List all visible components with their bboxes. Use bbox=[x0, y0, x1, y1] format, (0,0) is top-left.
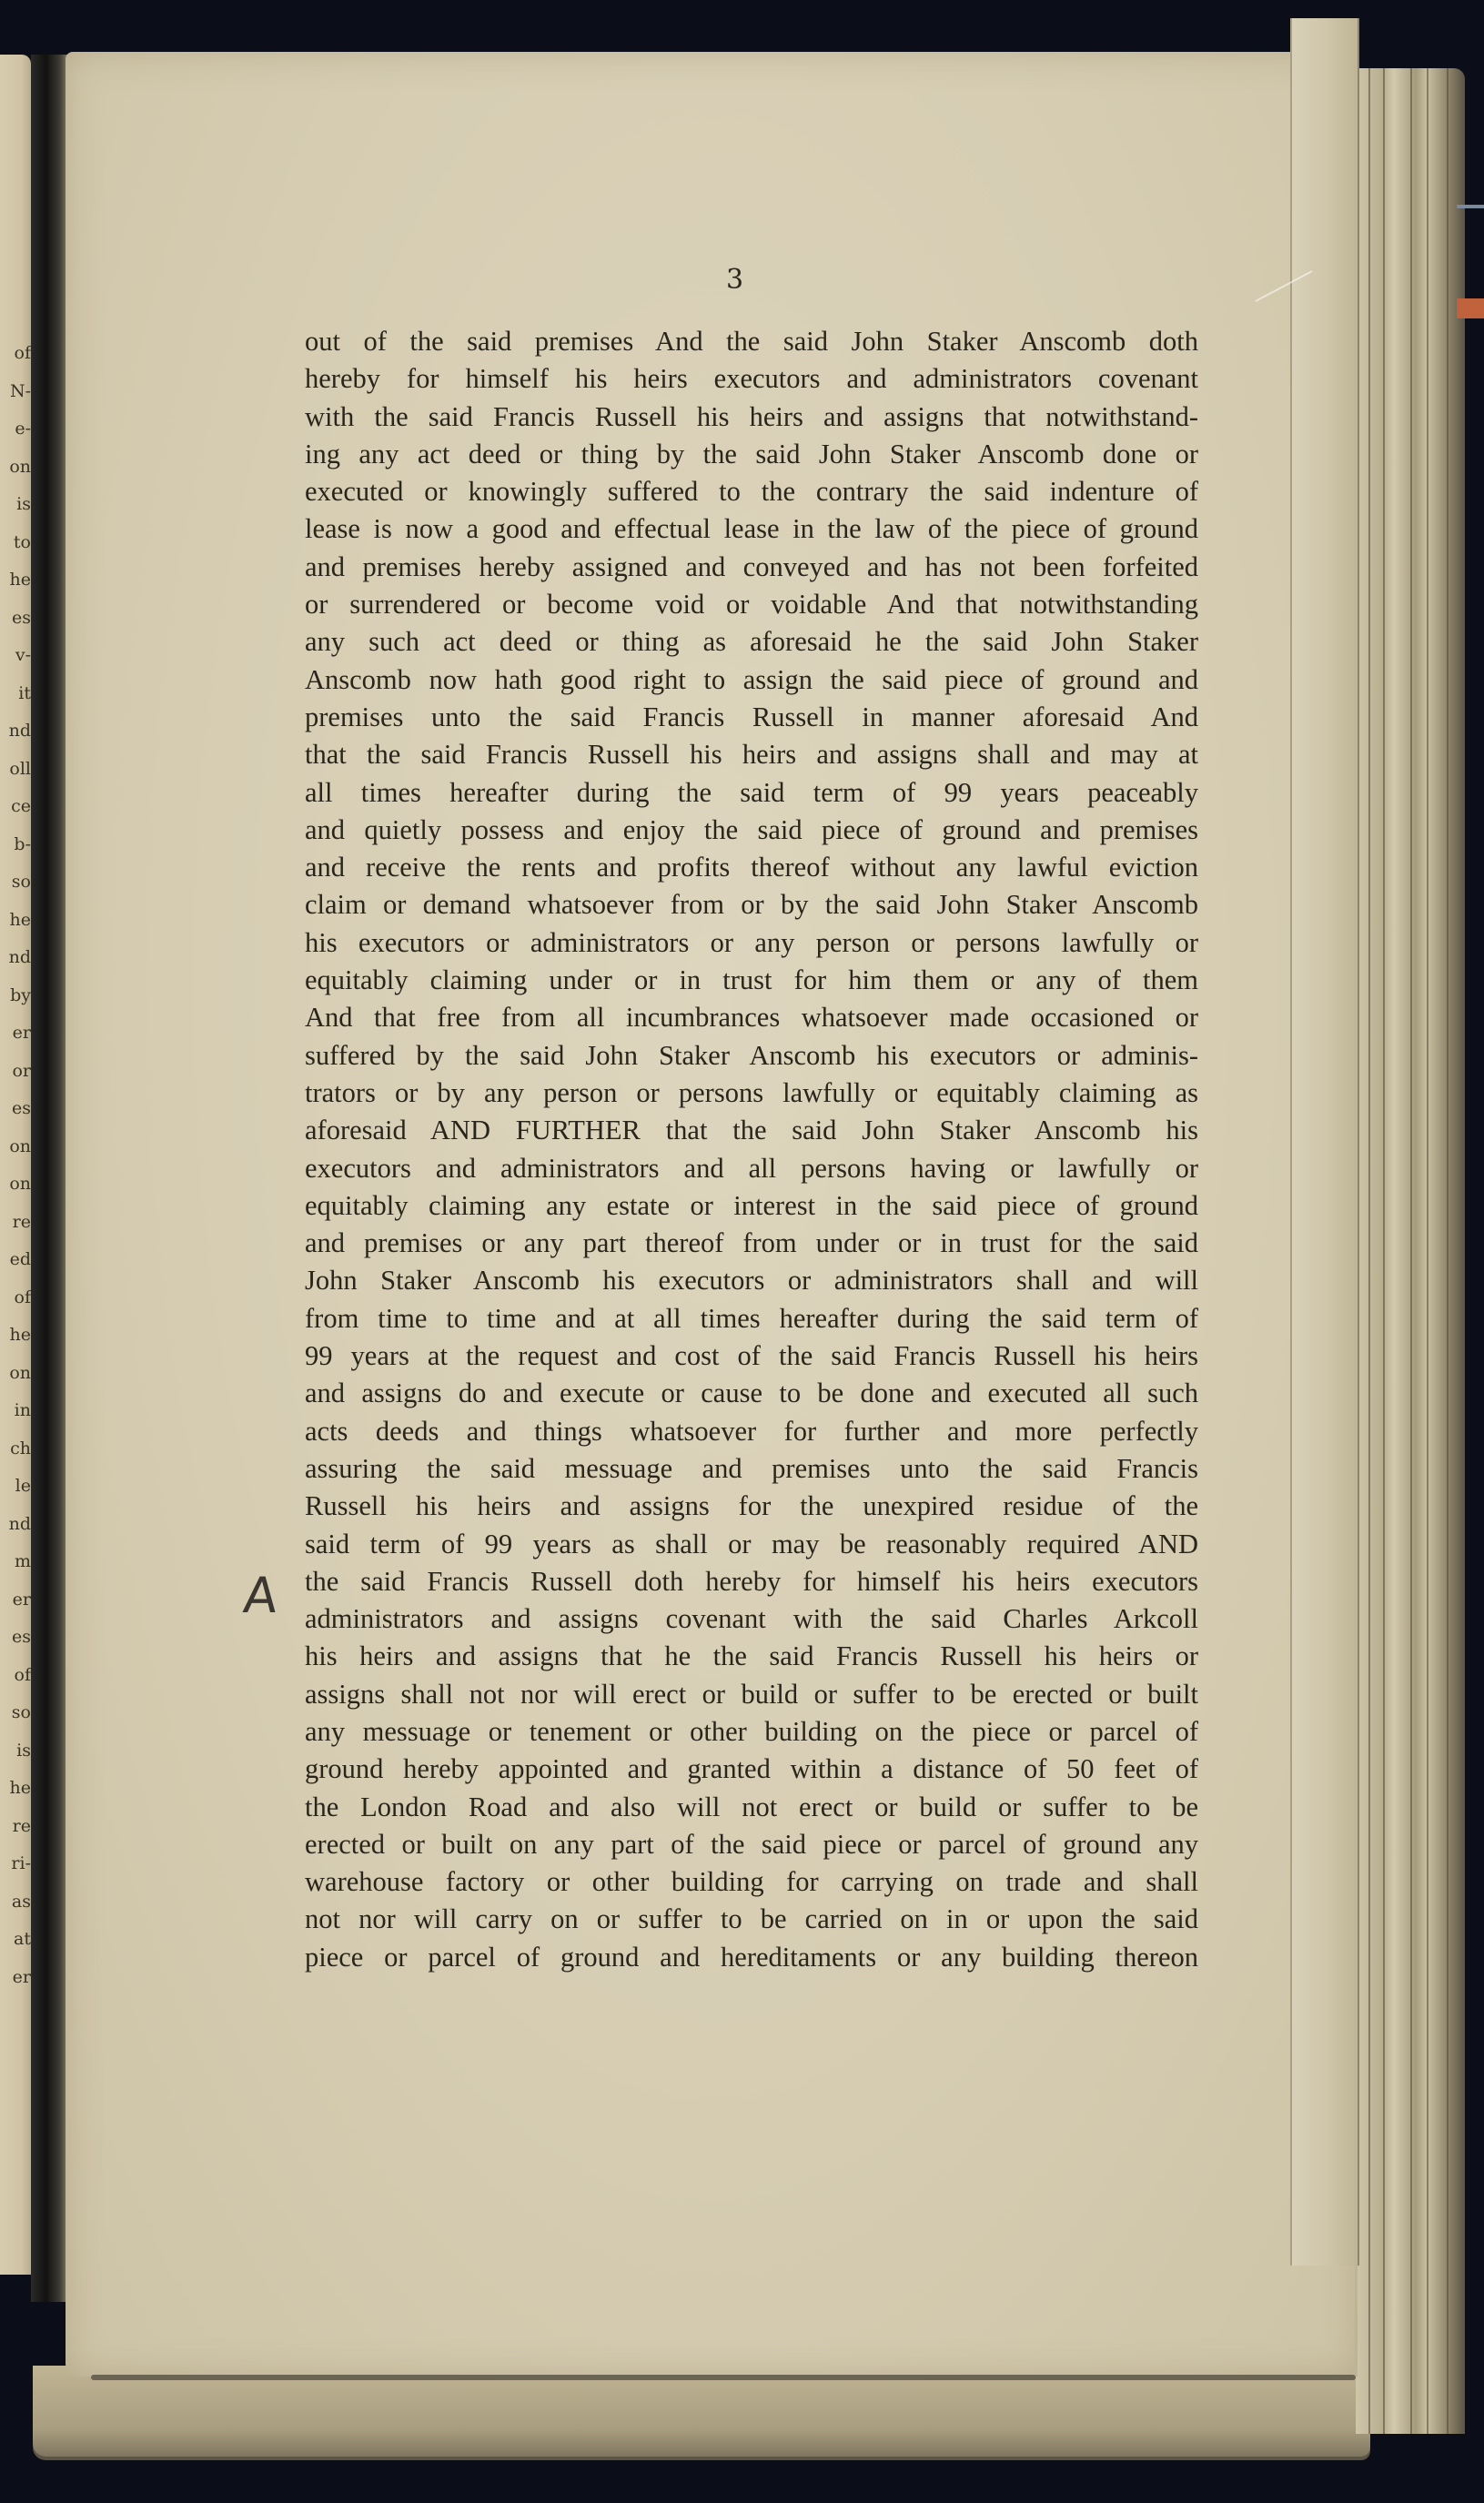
text-line: executors and administrators and all persons having or lawfully or bbox=[305, 1152, 1198, 1184]
handwritten-margin-mark: A bbox=[240, 1567, 281, 1624]
left-page-fragment: es bbox=[12, 607, 31, 628]
left-page-fragment: er bbox=[12, 1023, 31, 1043]
blue-page-tab bbox=[1457, 205, 1484, 208]
text-line: aforesaid AND FURTHER that the said John Staker Anscomb his bbox=[305, 1115, 1198, 1146]
left-page-fragment: ce bbox=[11, 796, 31, 816]
left-page-fragment: v- bbox=[15, 645, 31, 665]
text-line: ground hereby appointed and granted within a distance of 50 feet of bbox=[305, 1753, 1198, 1785]
text-line: the said Francis Russell doth hereby for himself his heirs executors bbox=[305, 1565, 1198, 1597]
left-page-fragment: nd bbox=[8, 1513, 31, 1534]
left-page-fragment: re bbox=[12, 1211, 31, 1232]
text-line: said term of 99 years as shall or may be reasonably required AND bbox=[305, 1528, 1198, 1559]
left-page-fragment: or bbox=[12, 1060, 31, 1081]
left-page-fragment: le bbox=[15, 1476, 31, 1496]
text-line: Russell his heirs and assigns for the unexpired residue of the bbox=[305, 1490, 1198, 1522]
left-page-fragment: nd bbox=[8, 721, 31, 741]
left-page-fragment: he bbox=[9, 1778, 31, 1798]
page-fold-edge bbox=[1290, 18, 1359, 2266]
left-page-fragment: ch bbox=[10, 1438, 31, 1458]
text-line: John Staker Anscomb his executors or administrators shall and will bbox=[305, 1265, 1198, 1297]
left-page-fragment: is bbox=[16, 1740, 31, 1761]
left-page-fragment: he bbox=[9, 1325, 31, 1345]
text-line: all times hereafter during the said term of 99 years peaceably bbox=[305, 776, 1198, 808]
page-stack-right bbox=[1356, 68, 1465, 2434]
text-line: warehouse factory or other building for carrying on trade and shall bbox=[305, 1866, 1198, 1898]
left-page-fragment: ed bbox=[9, 1249, 31, 1269]
text-line: acts deeds and things whatsoever for further and more perfectly bbox=[305, 1415, 1198, 1447]
text-line: claim or demand whatsoever from or by the said John Staker Anscomb bbox=[305, 889, 1198, 921]
text-line: from time to time and at all times hereafter during the said term of bbox=[305, 1302, 1198, 1334]
text-line: trators or by any person or persons lawfully or equitably claiming as bbox=[305, 1076, 1198, 1108]
text-line: and receive the rents and profits thereof without any lawful eviction bbox=[305, 852, 1198, 883]
text-line: and quietly possess and enjoy the said piece of ground and premises bbox=[305, 813, 1198, 845]
red-page-tab bbox=[1457, 298, 1484, 318]
left-page-fragment: ri- bbox=[11, 1853, 31, 1873]
page-bottom-edge bbox=[91, 2375, 1356, 2380]
text-line: piece or parcel of ground and hereditaments or any building thereon bbox=[305, 1941, 1198, 1973]
text-line: Anscomb now hath good right to assign the said piece of ground and bbox=[305, 663, 1198, 695]
page-edge-line bbox=[1427, 68, 1428, 2434]
left-page-text-fragments bbox=[0, 335, 31, 1996]
left-page-fragment: is bbox=[16, 494, 31, 514]
text-line: and assigns do and execute or cause to be done and executed all such bbox=[305, 1378, 1198, 1409]
text-line: administrators and assigns covenant with the said Charles Arkcoll bbox=[305, 1603, 1198, 1635]
text-line: hereby for himself his heirs executors and administrators covenant bbox=[305, 363, 1198, 395]
text-line: his heirs and assigns that he the said Francis Russell his heirs or bbox=[305, 1640, 1198, 1672]
text-line: assigns shall not nor will erect or build or suffer to be erected or built bbox=[305, 1678, 1198, 1710]
left-page-fragment: oll bbox=[9, 758, 31, 779]
text-line: any messuage or tenement or other building on the piece or parcel of bbox=[305, 1715, 1198, 1747]
left-page-fragment: so bbox=[11, 872, 31, 892]
left-page-fragment: N- bbox=[9, 380, 31, 401]
text-line: And that free from all incumbrances whatsoever made occasioned or bbox=[305, 1002, 1198, 1034]
text-line: equitably claiming under or in trust for him them or any of them bbox=[305, 964, 1198, 996]
text-line: out of the said premises And the said John Staker Anscomb doth bbox=[305, 326, 1198, 357]
book-gutter bbox=[31, 55, 69, 2302]
left-page-fragment: er bbox=[12, 1589, 31, 1610]
left-page-fragment: it bbox=[18, 682, 31, 703]
text-line: and premises hereby assigned and conveyed and has not been forfeited bbox=[305, 550, 1198, 582]
page-number: 3 bbox=[725, 264, 744, 296]
left-page-fragment: of bbox=[14, 343, 31, 363]
text-line: that the said Francis Russell his heirs and assigns shall and may at bbox=[305, 739, 1198, 771]
left-page-fragment: on bbox=[9, 1174, 31, 1194]
left-page-fragment: er bbox=[12, 1966, 31, 1987]
left-page-fragment: of bbox=[14, 1664, 31, 1685]
left-page-fragment: as bbox=[11, 1891, 31, 1912]
left-page-fragment: on bbox=[9, 1362, 31, 1383]
text-line: executed or knowingly suffered to the contrary the said indenture of bbox=[305, 476, 1198, 508]
left-page-fragment: es bbox=[12, 1627, 31, 1647]
left-page-fragment: so bbox=[11, 1702, 31, 1722]
text-line: and premises or any part thereof from under or in trust for the said bbox=[305, 1227, 1198, 1259]
left-page-fragment: he bbox=[9, 909, 31, 930]
text-line: with the said Francis Russell his heirs and assigns that notwithstand- bbox=[305, 400, 1198, 432]
left-page-fragment: b- bbox=[14, 833, 31, 854]
body-text bbox=[305, 323, 1198, 1976]
text-line: ing any act deed or thing by the said John Staker Anscomb done or bbox=[305, 438, 1198, 469]
left-page-fragment: m bbox=[14, 1551, 31, 1571]
left-page-fragment: to bbox=[13, 531, 31, 552]
page-edge-line bbox=[1447, 68, 1449, 2434]
page-edge-line bbox=[1368, 68, 1370, 2434]
text-line: equitably claiming any estate or interest in the said piece of ground bbox=[305, 1189, 1198, 1221]
page-edge-line bbox=[1383, 68, 1385, 2434]
text-line: lease is now a good and effectual lease in the law of the piece of ground bbox=[305, 513, 1198, 545]
text-line: assuring the said messuage and premises unto the said Francis bbox=[305, 1452, 1198, 1484]
page-edge-line bbox=[1410, 68, 1412, 2434]
left-page-fragment: in bbox=[14, 1400, 31, 1420]
text-line: erected or built on any part of the said piece or parcel of ground any bbox=[305, 1828, 1198, 1860]
text-line: not nor will carry on or suffer to be carried on in or upon the said bbox=[305, 1903, 1198, 1935]
left-page-edge bbox=[0, 55, 31, 2275]
left-page-fragment: on bbox=[9, 1135, 31, 1156]
left-page-fragment: he bbox=[9, 570, 31, 590]
left-page-fragment: e- bbox=[15, 419, 31, 439]
text-line: the London Road and also will not erect or build or suffer to be bbox=[305, 1791, 1198, 1822]
left-page-fragment: of bbox=[14, 1287, 31, 1307]
text-line: 99 years at the request and cost of the said Francis Russell his heirs bbox=[305, 1340, 1198, 1372]
text-line: his executors or administrators or any person or persons lawfully or bbox=[305, 926, 1198, 958]
text-line: or surrendered or become void or voidable And that notwithstanding bbox=[305, 589, 1198, 621]
left-page-fragment: by bbox=[10, 984, 31, 1005]
text-line: any such act deed or thing as aforesaid he the said John Staker bbox=[305, 626, 1198, 658]
left-page-fragment: es bbox=[12, 1098, 31, 1118]
left-page-fragment: at bbox=[14, 1929, 31, 1949]
left-page-fragment: nd bbox=[8, 947, 31, 967]
left-page-fragment: re bbox=[12, 1815, 31, 1836]
text-line: premises unto the said Francis Russell in manner aforesaid And bbox=[305, 701, 1198, 732]
text-line: suffered by the said John Staker Anscomb his executors or adminis- bbox=[305, 1039, 1198, 1071]
left-page-fragment: on bbox=[9, 456, 31, 477]
